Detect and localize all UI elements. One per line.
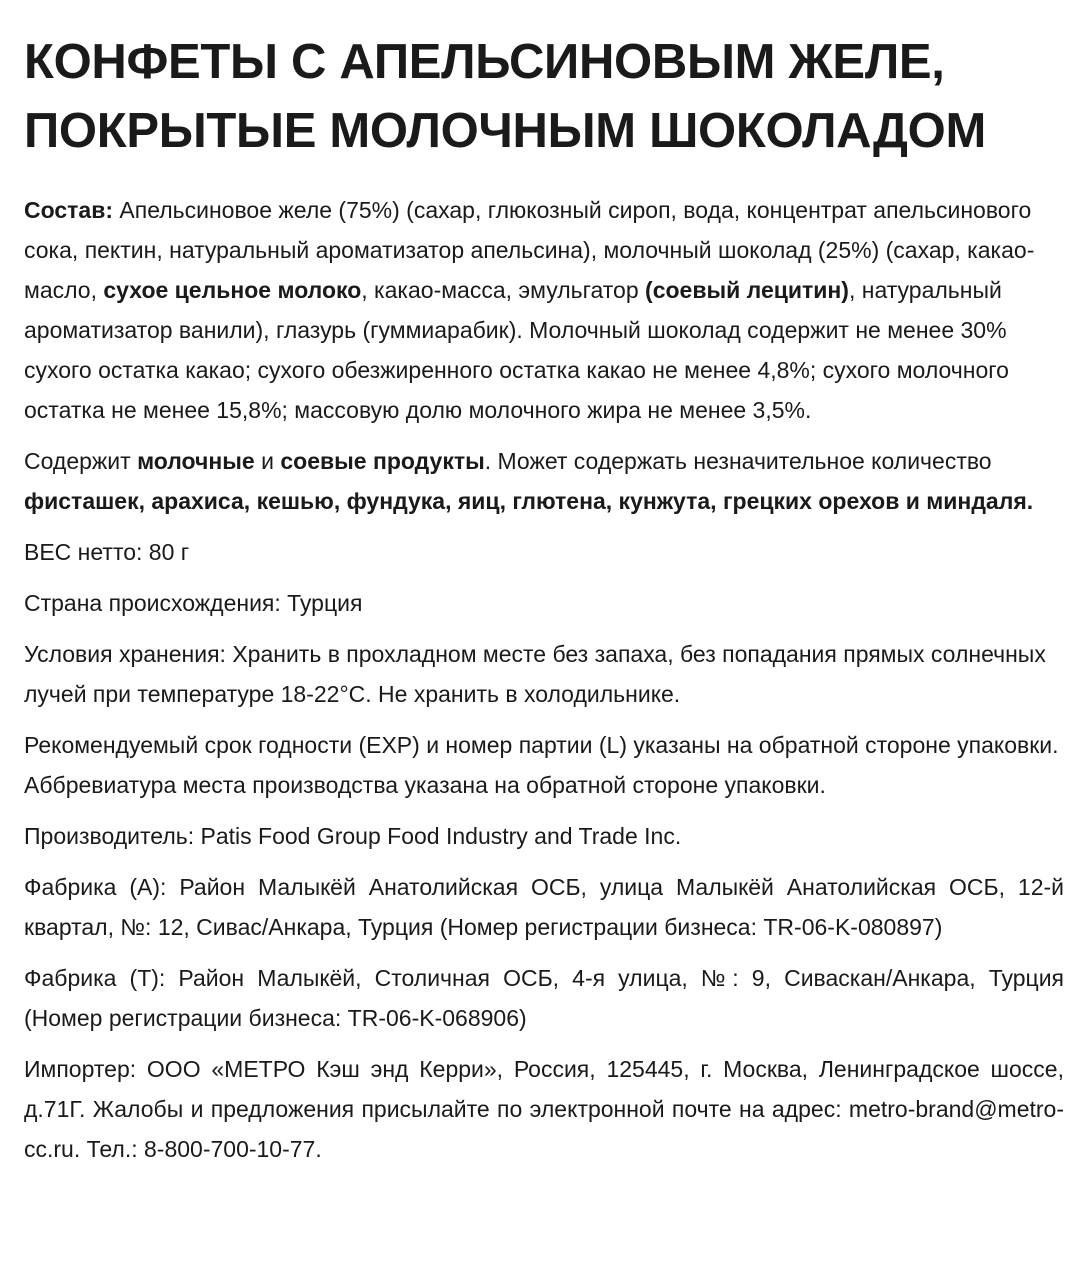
factory-a-paragraph: Фабрика (А): Район Малыкёй Анатолийская ОСБ, улица Малыкёй Анатолийская ОСБ, 12-й квартал, №: 12, Сивас/Анкара, Турция (Номер регистрации бизнеса: TR-06-K-080897)	[24, 874, 1064, 940]
allergens-paragraph: Содержит молочные и соевые продукты. Может содержать незначительное количество фисташек, арахиса, кешью, фундука, яиц, глютена, кунжута, грецких орехов и миндаля.	[24, 448, 1034, 514]
factory-t-paragraph: Фабрика (Т): Район Малыкёй, Столичная ОСБ, 4-я улица, №: 9, Сиваскан/Анкара, Турция (Номер регистрации бизнеса: TR-06-K-068906)	[24, 965, 1064, 1031]
country-of-origin-line: Страна происхождения: Турция	[24, 590, 363, 616]
storage-conditions-paragraph: Условия хранения: Хранить в прохладном месте без запаха, без попадания прямых солнечных лучей при температуре 18-22°С. Не хранить в холодильнике.	[24, 641, 1046, 707]
manufacturer-line: Производитель: Patis Food Group Food Industry and Trade Inc.	[24, 823, 682, 849]
importer-paragraph: Импортер: ООО «МЕТРО Кэш энд Керри», Россия, 125445, г. Москва, Ленинградское шоссе, д.71Г. Жалобы и предложения присылайте по электронной почте на адрес: metro-brand@metro-cc.ru. Тел.: 8-800-700-10-77.	[24, 1056, 1064, 1162]
shelf-life-paragraph: Рекомендуемый срок годности (EXP) и номер партии (L) указаны на обратной стороне упаковки. Аббревиатура места производства указана на обратной стороне упаковки.	[24, 732, 1059, 798]
composition-paragraph: Состав: Апельсиновое желе (75%) (сахар, глюкозный сироп, вода, концентрат апельсинового сока, пектин, натуральный ароматизатор апельсина), молочный шоколад (25%) (сахар, какао-масло, сухое цельное молоко, какао-масса, эмульгатор (соевый лецитин), натуральный ароматизатор ванили), глазурь (гуммиарабик). Молочный шоколад содержит не менее 30% сухого остатка какао; сухого обезжиренного остатка какао не менее 4,8%; сухого молочного остатка не менее 15,8%; массовую долю молочного жира не менее 3,5%.	[24, 197, 1035, 423]
product-title: КОНФЕТЫ С АПЕЛЬСИНОВЫМ ЖЕЛЕ, ПОКРЫТЫЕ МОЛОЧНЫМ ШОКОЛАДОМ	[24, 35, 986, 158]
net-weight-line: ВЕС нетто: 80 г	[24, 539, 190, 565]
